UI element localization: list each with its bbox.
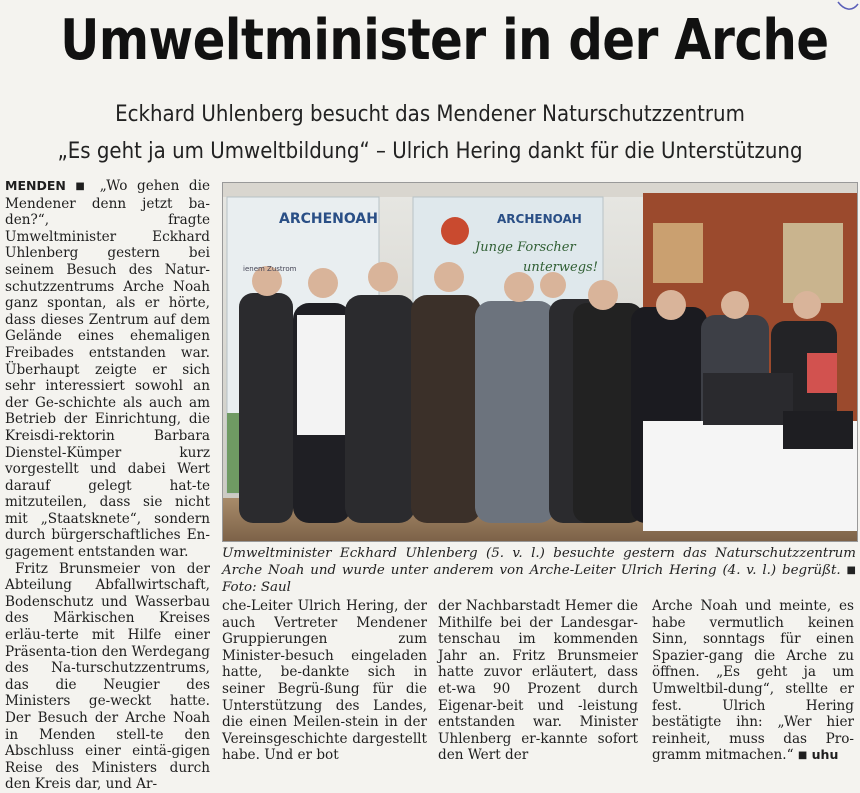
- author-signature: uhu: [811, 747, 839, 763]
- article-column-4: [652, 598, 854, 765]
- headline: Umweltminister in der Arche: [60, 8, 829, 73]
- square-bullet-icon: ■: [75, 181, 91, 192]
- banner-slogan-2: unterwegs!: [523, 260, 598, 275]
- photo-credit: Foto: Saul: [222, 580, 291, 595]
- banner-logo-left: ARCHENOAH: [279, 211, 378, 227]
- photo-caption: [222, 545, 856, 596]
- article-column-1: [5, 178, 210, 793]
- group-photo: [222, 182, 858, 542]
- banner-slogan-1: Junge Forscher: [475, 240, 576, 255]
- caption-text: Umweltminister Eckhard Uhlenberg (5. v. l.) besuchte gestern das Naturschutzzentrum Arche Noah und wurde unter anderem von Arche-Leiter Ulrich Hering (4. v. l.) begrüßt.: [222, 546, 856, 578]
- column-3-text: der Nachbarstadt Hemer die Mithilfe bei der Landesgar-tenschau im kommenden Jahr an. Fritz Brunsmeier hatte zuvor erläutert, dass et-wa 90 Prozent durch Eigenar-beit und -leistung entstanden war. Minister Uhlenberg er-kannte sofort den Wert der: [438, 598, 638, 764]
- square-bullet-icon: ■: [846, 565, 856, 576]
- article-column-2: [222, 598, 427, 764]
- column-4-text: Arche Noah und meinte, es habe vermutlich keinen Sinn, sonntags für einen Spazier-gang die Arche zu öffnen. „Es geht ja um Umweltbil-dung“, stellte er fest. Ulrich Hering bestätigte ihn: „Wer hier reinheit, muss das Pro-gramm mitmachen.“: [652, 598, 854, 764]
- paragraph-1: „Wo gehen die Mendener denn jetzt ba-den?“, fragte Umweltminister Eckhard Uhlenberg gestern bei seinem Besuch des Natur-schutzzentrums Arche Noah ganz spontan, als er hörte, dass dieses Zentrum auf dem Gelände eines ehemaligen Freibades entstanden war. Überhaupt zeigte er sich sehr interessiert sowohl an der Ge-schichte als auch am Betrieb der Einrichtung, die Kreisdi-rektorin Barbara Dienstel-Kümper kurz vorgestellt und dabei Wert darauf gelegt hat-te mitzuteilen, dass sie nicht mit „Staatsknete“, sondern durch bürgerschaftliches En-gagement entstanden war.: [5, 178, 211, 561]
- column-2-text: che-Leiter Ulrich Hering, der auch Vertreter Mendener Gruppierungen zum Minister-besuch eingeladen hatte, be-dankte sich in seiner Begrü-ßung für die Unterstützung des Landes, die einen Meilen-stein in der Vereinsgeschichte dargestellt habe. Und er bot: [222, 598, 427, 764]
- pen-mark-icon: [836, 0, 860, 14]
- article-column-3: [438, 598, 638, 764]
- banner-fragment: ienem Zustrom: [243, 265, 297, 273]
- dateline: MENDEN: [5, 178, 66, 193]
- subheadline: Eckhard Uhlenberg besucht das Mendener Naturschutzzentrum: [115, 102, 745, 127]
- quote-line: „Es geht ja um Umweltbildung“ – Ulrich Hering dankt für die Unterstützung: [57, 139, 803, 164]
- banner-logo-center: ARCHENOAH: [497, 212, 582, 226]
- paragraph-2: Fritz Brunsmeier von der Abteilung Abfallwirtschaft, Bodenschutz und Wasserbau des Märkischen Kreises erläu-terte mit Hilfe einer Präsenta-tion den Werdegang des Na-turschutzzentrums, das die Neugier des Ministers ge-weckt hatte. Der Besuch der Arche Noah in Menden stell-te den Abschluss einer eintä-gigen Reise des Ministers durch den Kreis dar, und Ar-: [5, 560, 210, 793]
- square-bullet-icon: ■: [797, 750, 808, 762]
